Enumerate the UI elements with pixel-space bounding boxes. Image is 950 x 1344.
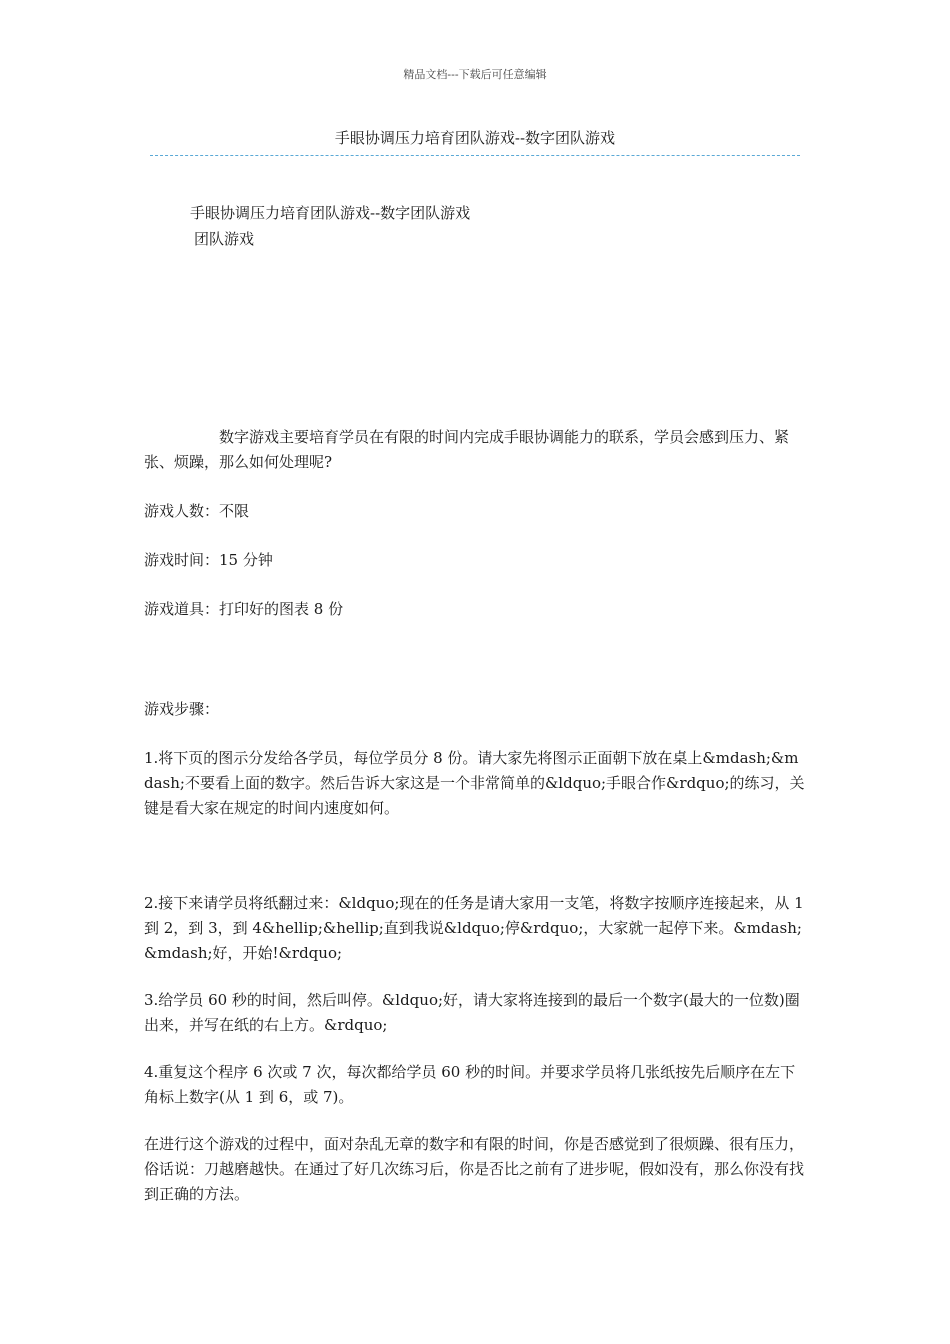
time-line: 游戏时间：15 分钟	[144, 551, 273, 569]
intro-paragraph: 数字游戏主要培育学员在有限的时间内完成手眼协调能力的联系，学员会感到压力、紧张、烦躁，那么如何处理呢?	[144, 428, 790, 471]
reflection-paragraph: 在进行这个游戏的过程中，面对杂乱无章的数字和有限的时间，你是否感觉到了很烦躁、很有压力，俗话说：刀越磨越快。在通过了好几次练习后，你是否比之前有了进步呢，假如没有，那么你没有找到正确的方法。	[144, 1135, 805, 1203]
props-line: 游戏道具：打印好的图表 8 份	[144, 600, 344, 618]
step-4-paragraph: 4.重复这个程序 6 次或 7 次，每次都给学员 60 秒的时间。并要求学员将几张纸按先后顺序在左下角标上数字(从 1 到 6，或 7)。	[144, 1063, 796, 1106]
players-line: 游戏人数：不限	[144, 502, 250, 520]
article-category: 团队游戏	[194, 230, 255, 248]
page-header-watermark: 精品文档---下载后可任意编辑	[403, 68, 547, 81]
article-title: 手眼协调压力培育团队游戏--数字团队游戏	[190, 204, 471, 222]
step-1-paragraph: 1.将下页的图示分发给各学员，每位学员分 8 份。请大家先将图示正面朝下放在桌上&mdash;&mdash;不要看上面的数字。然后告诉大家这是一个非常简单的&ldquo;手眼合作&rdquo;的练习，关键是看大家在规定的时间内速度如何。	[144, 749, 805, 817]
article-body	[144, 425, 806, 1207]
step-2-paragraph: 2.接下来请学员将纸翻过来：&ldquo;现在的任务是请大家用一支笔，将数字按顺序连接起来，从 1 到 2，到 3，到 4&hellip;&hellip;直到我说&ldquo;停&rdquo;，大家就一起停下来。&mdash;&mdash;好，开始!&rdquo;	[144, 894, 804, 962]
document-title: 手眼协调压力培育团队游戏--数字团队游戏	[334, 129, 616, 147]
step-3-paragraph: 3.给学员 60 秒的时间，然后叫停。&ldquo;好，请大家将连接到的最后一个数字(最大的一位数)圈出来，并写在纸的右上方。&rdquo;	[144, 991, 800, 1034]
title-divider	[150, 155, 800, 156]
steps-heading: 游戏步骤：	[144, 700, 220, 718]
